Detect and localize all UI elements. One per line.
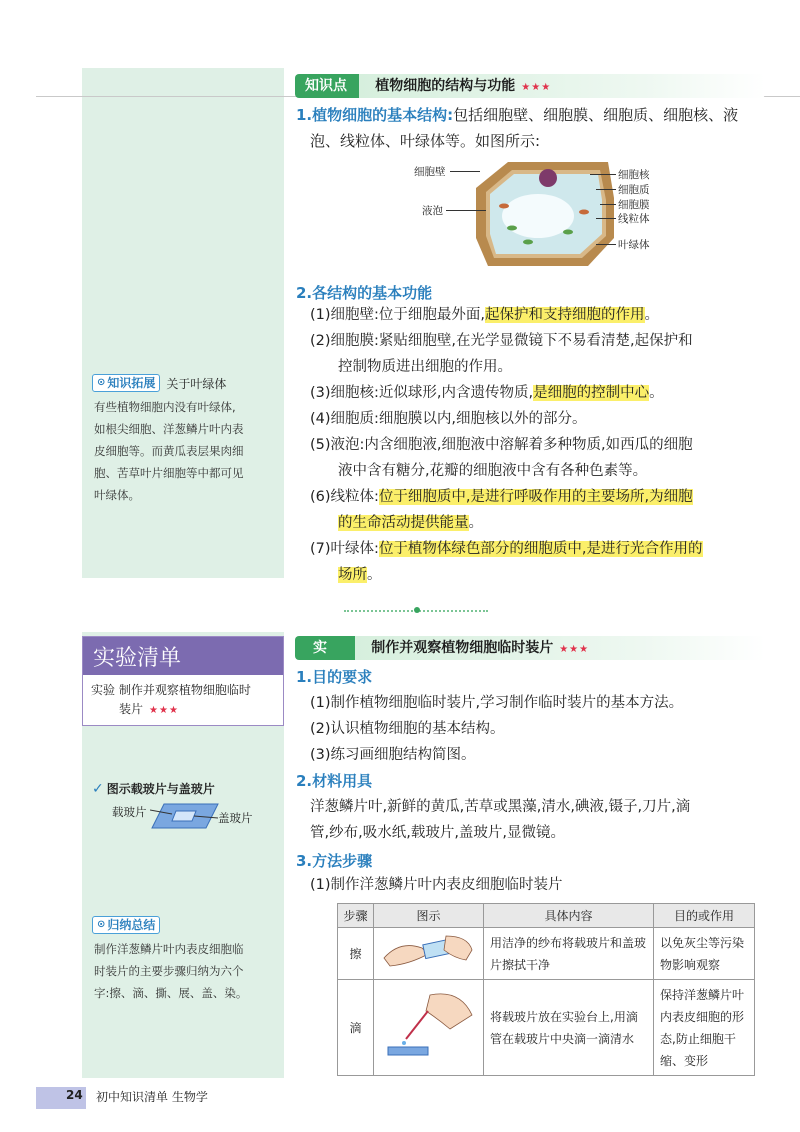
side3-title bbox=[92, 916, 160, 934]
experiment-stars: ★★★ bbox=[559, 644, 590, 655]
f5-text: (5)液泡:内含细胞液,细胞液中溶解着多种物质,如西瓜的细胞 bbox=[310, 437, 693, 453]
table-step: 擦 bbox=[338, 928, 374, 980]
side1-title-text: 关于叶绿体 bbox=[166, 376, 227, 391]
s1-text2: 泡、线粒体、叶绿体等。如图所示: bbox=[310, 132, 541, 150]
label-coverslip: 盖玻片 bbox=[218, 811, 253, 825]
side2-title-text: 图示载玻片与盖玻片 bbox=[106, 782, 215, 796]
kp2-title bbox=[359, 74, 765, 98]
slide-diagram bbox=[150, 802, 220, 830]
e3-sub: (1)制作洋葱鳞片叶内表皮细胞临时装片 bbox=[310, 877, 563, 893]
e2-text bbox=[310, 794, 765, 846]
line-wall bbox=[450, 171, 480, 172]
f2-text: (2)细胞膜:紧贴细胞壁,在光学显微镜下不易看清楚,起保护和 bbox=[310, 333, 693, 349]
side1-line: 皮细胞等。而黄瓜表层果肉细 bbox=[94, 444, 244, 458]
label-chloro: 叶绿体 bbox=[618, 239, 650, 251]
s1-heading: 1.植物细胞的基本结构: bbox=[296, 106, 454, 124]
kp2-tag: 知识点 bbox=[295, 74, 359, 98]
table-header: 目的或作用 bbox=[654, 904, 755, 928]
experiment-title-text: 制作并观察植物细胞临时装片 bbox=[371, 640, 554, 656]
line-chloro bbox=[596, 244, 616, 245]
experiment-header bbox=[295, 636, 765, 660]
side1-badge-text: 知识拓展 bbox=[107, 376, 156, 390]
e3-heading: 3.方法步骤 bbox=[296, 852, 373, 870]
kp2-stars: ★★★ bbox=[521, 82, 552, 93]
f1-text: (1)细胞壁:位于细胞最外面, bbox=[310, 307, 486, 323]
page-number: 24 bbox=[66, 1088, 83, 1102]
experiment-list-panel bbox=[82, 636, 284, 726]
section-divider-dot bbox=[414, 607, 420, 613]
experiment-title bbox=[355, 636, 765, 660]
line-cytoplasm bbox=[596, 189, 616, 190]
table-content: 用洁净的纱布将载玻片和盖玻片擦拭干净 bbox=[484, 928, 654, 980]
side3-badge bbox=[92, 916, 160, 934]
f6-highlight: 位于细胞质中,是进行呼吸作用的主要场所,为细胞 bbox=[378, 489, 693, 505]
table-content: 将载玻片放在实验台上,用滴管在载玻片中央滴一滴清水 bbox=[484, 980, 654, 1076]
table-row bbox=[338, 928, 755, 980]
table-purpose: 保持洋葱鳞片叶内表皮细胞的形态,防止细胞干缩、变形 bbox=[654, 980, 755, 1076]
f7-text: (7)叶绿体: bbox=[310, 541, 379, 557]
table-header: 具体内容 bbox=[484, 904, 654, 928]
strip-gap bbox=[82, 578, 284, 632]
experiment-list-line2-text: 装片 bbox=[119, 702, 144, 716]
line-mito bbox=[596, 218, 616, 219]
experiment-list-line2 bbox=[91, 700, 275, 720]
function-5 bbox=[310, 432, 765, 484]
expand-icon: ⊙ bbox=[97, 377, 106, 388]
f3-text: (3)细胞核:近似球形,内含遗传物质, bbox=[310, 385, 534, 401]
label-vacuole: 液泡 bbox=[422, 205, 443, 217]
summary-icon: ⊙ bbox=[97, 919, 106, 930]
f2-text2: 控制物质进出细胞的作用。 bbox=[338, 359, 512, 375]
side3-text bbox=[94, 938, 247, 1004]
f7-highlight: 位于植物体绿色部分的细胞质中,是进行光合作用的 bbox=[378, 541, 703, 557]
s1-text1: 包括细胞壁、细胞膜、细胞质、细胞核、液 bbox=[453, 106, 739, 124]
experiment-list-line1: 实验 制作并观察植物细胞临时 bbox=[91, 683, 251, 697]
kp2-header bbox=[295, 74, 765, 98]
function-4: (4)细胞质:细胞膜以内,细胞核以外的部分。 bbox=[310, 411, 587, 427]
side3-line: 时装片的主要步骤归纳为六个 bbox=[94, 964, 244, 978]
side1-line: 胞、苦草叶片细胞等中都可见 bbox=[94, 466, 244, 480]
wipe-illustration bbox=[380, 930, 476, 970]
label-cell-wall: 细胞壁 bbox=[414, 166, 446, 178]
table-illustration bbox=[374, 980, 484, 1076]
side1-line: 有些植物细胞内没有叶绿体, bbox=[94, 400, 236, 414]
function-6 bbox=[310, 484, 765, 536]
experiment-tag: 实 bbox=[295, 636, 355, 660]
s1-para bbox=[296, 102, 766, 154]
side1-badge bbox=[92, 374, 160, 392]
function-7 bbox=[310, 536, 765, 588]
steps-table bbox=[337, 903, 755, 1076]
f5-text2: 液中含有糖分,花瓣的细胞液中含有各种色素等。 bbox=[338, 463, 648, 479]
e1-heading: 1.目的要求 bbox=[296, 668, 373, 686]
label-mito: 线粒体 bbox=[618, 213, 650, 225]
side1-title bbox=[92, 374, 226, 392]
side3-line: 字:擦、滴、撕、展、盖、染。 bbox=[94, 986, 248, 1000]
line-membrane bbox=[600, 204, 616, 205]
table-header: 图示 bbox=[374, 904, 484, 928]
e1-item: (1)制作植物细胞临时装片,学习制作临时装片的基本方法。 bbox=[310, 695, 684, 711]
kp2-title-text: 植物细胞的结构与功能 bbox=[375, 78, 516, 94]
function-3: (3)细胞核:近似球形,内含遗传物质,是细胞的控制中心。 bbox=[310, 385, 664, 401]
table-header-row bbox=[338, 904, 755, 928]
table-header: 步骤 bbox=[338, 904, 374, 928]
e1-item: (3)练习画细胞结构简图。 bbox=[310, 747, 476, 763]
experiment-list-stars: ★★★ bbox=[149, 705, 179, 716]
side3-line: 制作洋葱鳞片叶内表皮细胞临 bbox=[94, 942, 244, 956]
table-row bbox=[338, 980, 755, 1076]
f6-text: (6)线粒体: bbox=[310, 489, 379, 505]
footer-title: 初中知识清单 生物学 bbox=[96, 1090, 208, 1104]
f7-line2: 场所。 bbox=[338, 567, 382, 583]
f6-highlight2: 的生命活动提供能量 bbox=[338, 515, 469, 531]
experiment-list-title: 实验清单 bbox=[83, 637, 283, 675]
e2-heading: 2.材料用具 bbox=[296, 772, 373, 790]
f6-line2: 的生命活动提供能量。 bbox=[338, 515, 483, 531]
check-icon: ✓ bbox=[92, 780, 104, 797]
label-nucleus: 细胞核 bbox=[618, 169, 650, 181]
side1-text bbox=[94, 396, 244, 506]
experiment-list-body bbox=[83, 675, 283, 726]
f3-highlight: 是细胞的控制中心 bbox=[533, 385, 650, 401]
e2-line1: 洋葱鳞片叶,新鲜的黄瓜,苦草或黑藻,清水,碘液,镊子,刀片,滴 bbox=[310, 799, 691, 815]
table-step: 滴 bbox=[338, 980, 374, 1076]
line-nucleus bbox=[590, 174, 616, 175]
side1-line: 如根尖细胞、洋葱鳞片叶内表 bbox=[94, 422, 244, 436]
f7-highlight2: 场所 bbox=[338, 567, 367, 583]
table-illustration bbox=[374, 928, 484, 980]
side1-line: 叶绿体。 bbox=[94, 488, 140, 502]
label-cytoplasm: 细胞质 bbox=[618, 184, 650, 196]
f1-highlight: 起保护和支持细胞的作用 bbox=[485, 307, 645, 323]
function-2 bbox=[310, 328, 765, 380]
drop-illustration bbox=[380, 989, 476, 1059]
side2-title bbox=[92, 780, 215, 797]
e1-item: (2)认识植物细胞的基本结构。 bbox=[310, 721, 505, 737]
label-membrane: 细胞膜 bbox=[618, 199, 650, 211]
label-slide: 载玻片 bbox=[112, 805, 147, 819]
s2-heading: 2.各结构的基本功能 bbox=[296, 284, 433, 302]
function-1: (1)细胞壁:位于细胞最外面,起保护和支持细胞的作用。 bbox=[310, 307, 660, 323]
e2-line2: 管,纱布,吸水纸,载玻片,盖玻片,显微镜。 bbox=[310, 825, 566, 841]
line-vacuole bbox=[446, 210, 486, 211]
side3-badge-text: 归纳总结 bbox=[107, 918, 156, 932]
table-purpose: 以免灰尘等污染物影响观察 bbox=[654, 928, 755, 980]
